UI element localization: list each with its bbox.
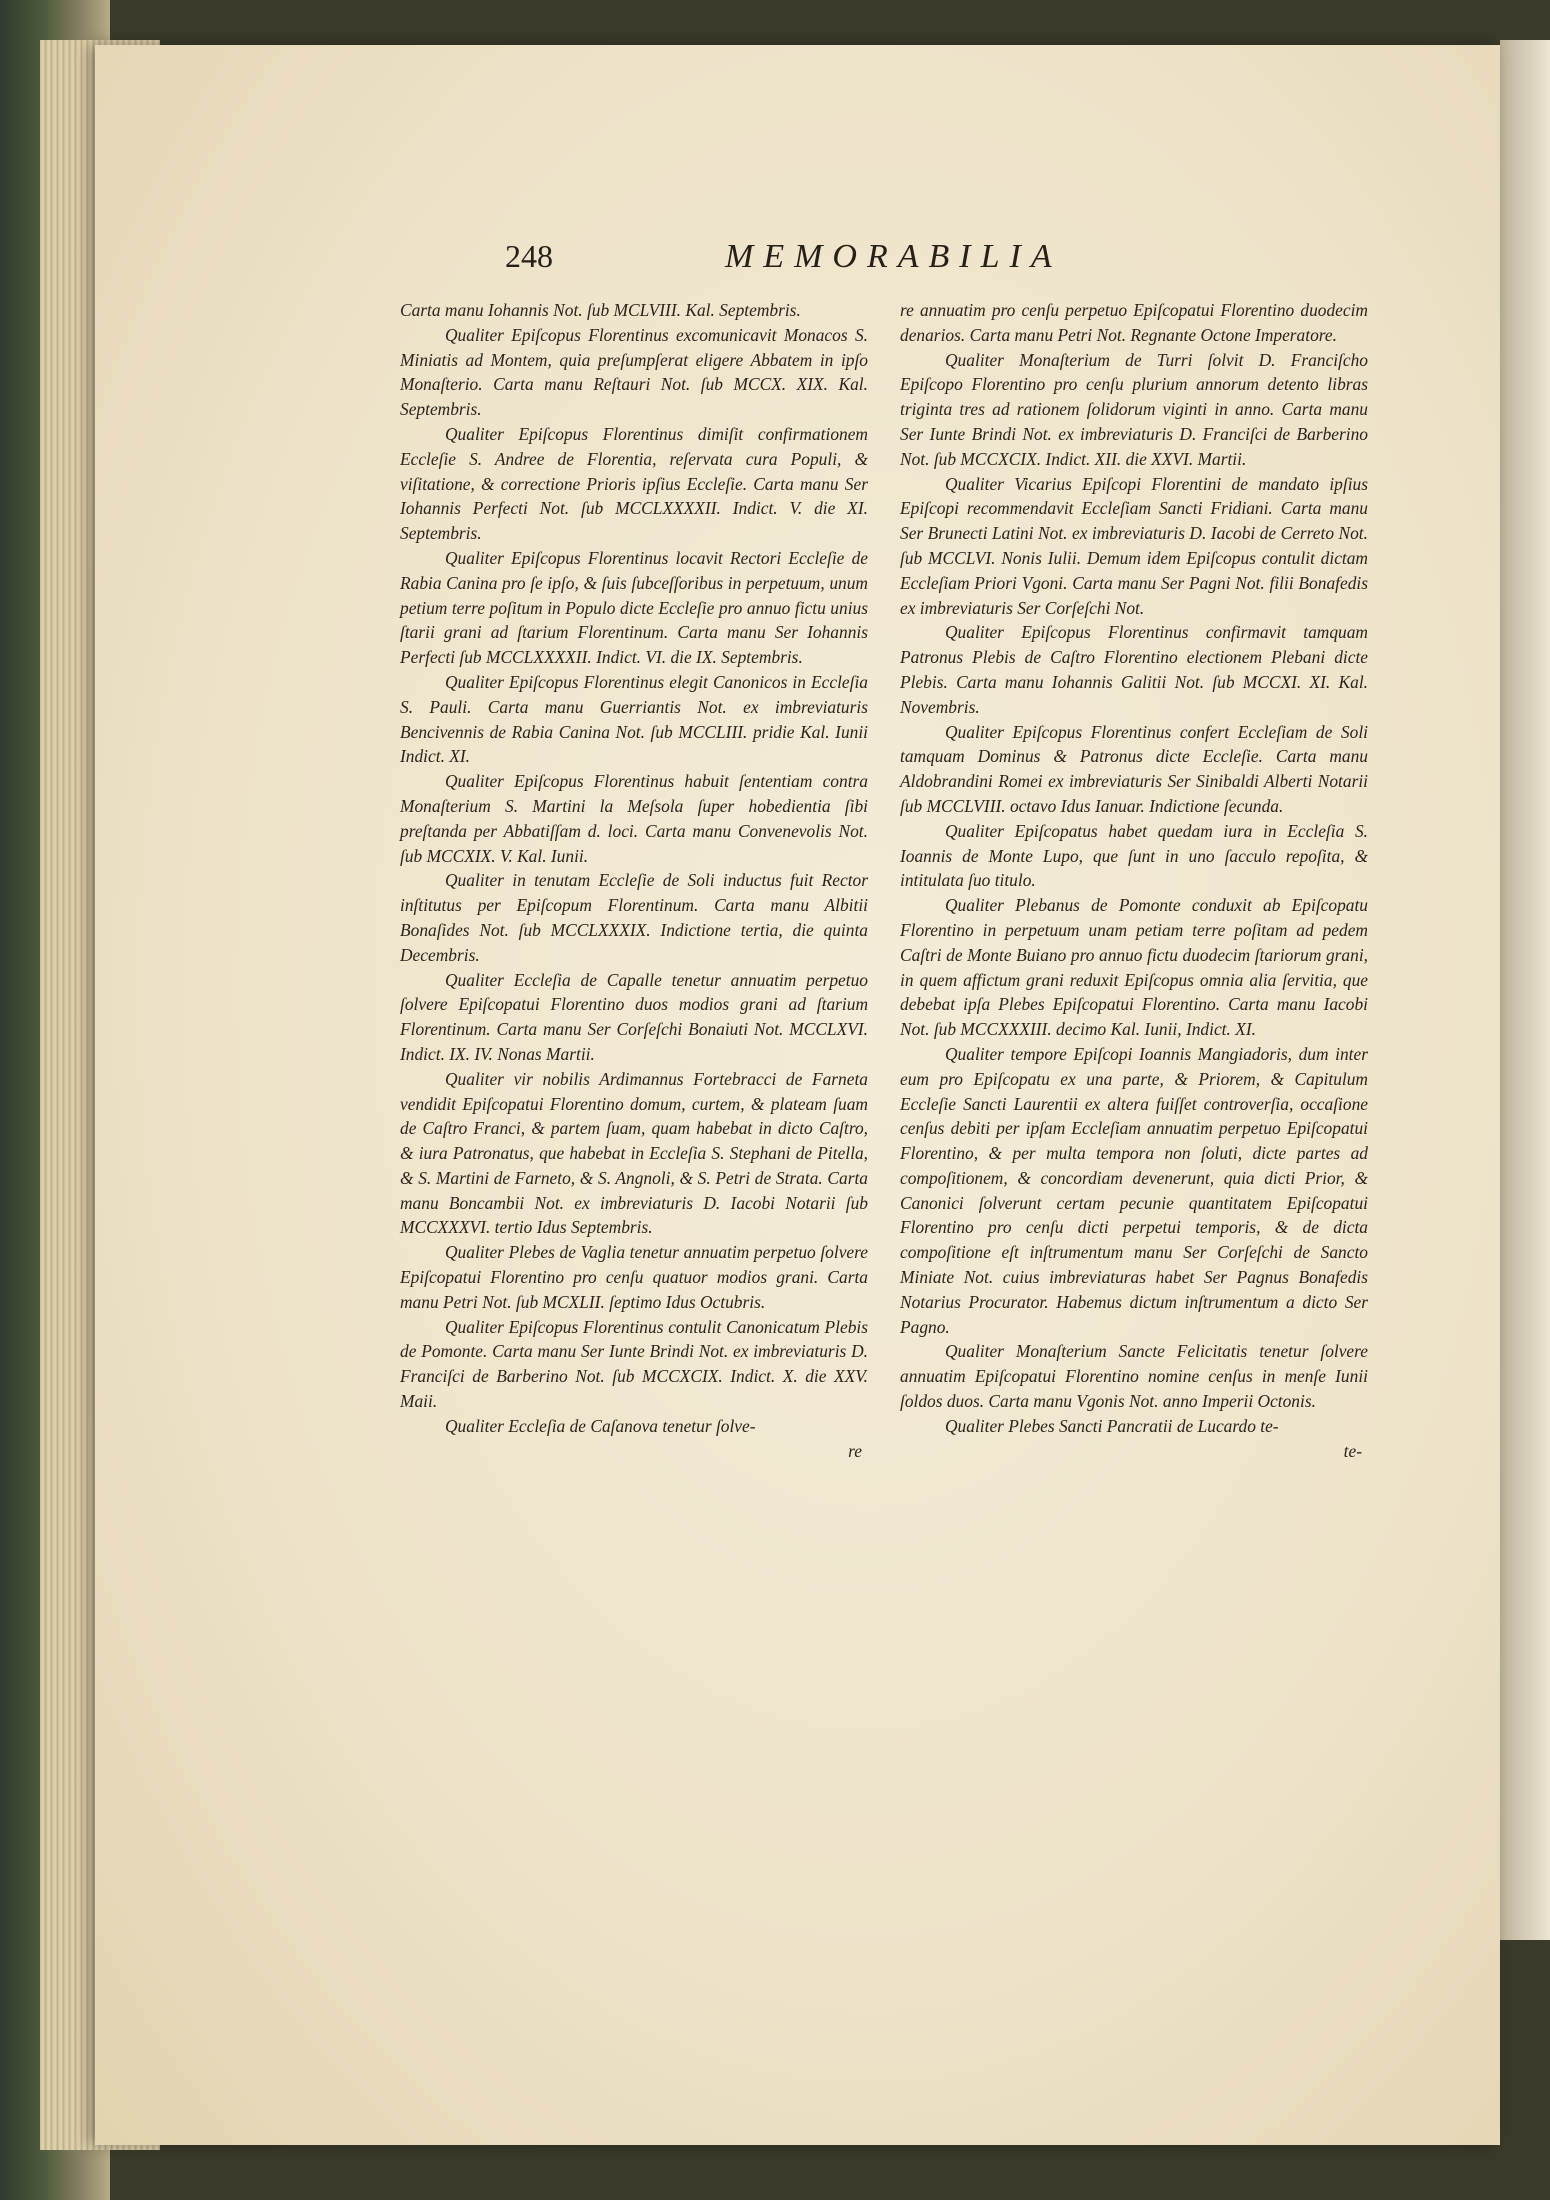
entry-paragraph: Carta manu Iohannis Not. ſub MCLVIII. Kal. Septembris. xyxy=(400,300,801,320)
entry-paragraph: Qualiter tempore Epiſcopi Ioannis Mangiadoris, dum inter eum pro Epiſcopatu ex una parte, & Priorem, & Capitulum Eccleſie Sancti Laurentii ex altera fuiſſet controverſia, occaſione cenſus debiti per ipſam Eccleſiam annuatim perpetuo Epiſcopatui Florentino, & per multa tempora non ſoluti, dicte partes ad compoſitionem, & concordiam devenerunt, quia dicti Prior, & Canonici ſolverunt certam pecunie quantitatem Epiſcopatui Florentino pro cenſu dicti perpetui temporis, & de dicta compoſitione eſt inſtrumentum manu Ser Corſeſchi de Sancto Miniate Not. cuius imbreviaturas habet Ser Pagnus Bonafedis Notarius Procurator. Habemus dictum inſtrumentum a dicto Ser Pagno. xyxy=(900,1043,1368,1337)
entry-paragraph: Qualiter Epiſcopus Florentinus locavit Rectori Eccleſie de Rabia Canina pro ſe ipſo, & ſuis ſubceſſoribus in perpetuum, unum petium terre poſitum in Populo dicte Eccleſie pro annuo fictu unius ſtarii grani ad ſtarium Florentinum. Carta manu Ser Iohannis Perfecti ſub MCCLXXXXII. Indict. VI. die IX. Septembris. xyxy=(400,547,868,668)
catchword: re xyxy=(848,1440,862,1461)
entry-paragraph: Qualiter Eccleſia de Caſanova tenetur ſolve- xyxy=(445,1415,756,1436)
entry-paragraph: Qualiter Vicarius Epiſcopi Florentini de mandato ipſius Epiſcopi recommendavit Eccleſiam Sancti Fridiani. Carta manu Ser Brunecti Latini Not. ex imbreviaturis D. Iacobi de Cerreto Not. ſub MCCLVI. Nonis Iulii. Demum idem Epiſcopus contulit dictam Eccleſiam Priori Vgoni. Carta manu Ser Pagni Not. filii Bonafedis ex imbreviaturis Ser Corſeſchi Not. xyxy=(900,473,1368,618)
entry-paragraph: Qualiter Epiſcopus Florentinus dimiſit confirmationem Eccleſie S. Andree de Florentia, reſervata cura Populi, & viſitatione, & correctione Prioris ipſius Eccleſie. Carta manu Ser Iohannis Perfecti Not. ſub MCCLXXXXII. Indict. V. die XI. Septembris. xyxy=(400,423,868,544)
catchword: te- xyxy=(1343,1440,1362,1461)
entry-paragraph: Qualiter Epiſcopus Florentinus contulit Canonicatum Plebis de Pomonte. Carta manu Ser Iunte Brindi Not. ex imbreviaturis D. Franciſci de Barberino Not. ſub MCCXCIX. Indict. X. die XXV. Maii. xyxy=(400,1316,868,1412)
page-number: 248 xyxy=(505,238,553,274)
entry-paragraph: Qualiter Eccleſia de Capalle tenetur annuatim perpetuo ſolvere Epiſcopatui Florentino duos modios grani ad ſtarium Florentinum. Carta manu Ser Corſeſchi Bonaiuti Not. MCCLXVI. Indict. IX. IV. Nonas Martii. xyxy=(400,969,868,1064)
entry-paragraph: Qualiter Epiſcopatus habet quedam iura in Eccleſia S. Ioannis de Monte Lupo, que ſunt in uno ſacculo repoſita, & intitulata ſuo titulo. xyxy=(900,820,1368,891)
entry-paragraph: Qualiter Monaſterium de Turri ſolvit D. Franciſcho Epiſcopo Florentino pro cenſu plurium annorum detento libras triginta tres ad rationem ſolidorum viginti in anno. Carta manu Ser Iunte Brindi Not. ex imbreviaturis D. Franciſci de Barberino Not. ſub MCCXCIX. Indict. XII. die XXVI. Martii. xyxy=(900,349,1368,469)
running-title: MEMORABILIA xyxy=(725,238,1062,275)
entry-paragraph: Qualiter Epiſcopus Florentinus excomunicavit Monacos S. Miniatis ad Montem, quia preſumpſerat eligere Abbatem in ipſo Monaſterio. Carta manu Reſtauri Not. ſub MCCX. XIX. Kal. Septembris. xyxy=(400,324,868,420)
entry-paragraph: Qualiter Monaſterium Sancte Felicitatis tenetur ſolvere annuatim Epiſcopatui Florentino nomine cenſus in menſe Iunii ſoldos duos. Carta manu Vgonis Not. anno Imperii Octonis. xyxy=(900,1341,1368,1412)
text-column-right xyxy=(900,298,1368,1463)
entry-paragraph: Qualiter Epiſcopus Florentinus elegit Canonicos in Eccleſia S. Pauli. Carta manu Guerriantis Not. ex imbreviaturis Bencivennis de Rabia Canina Not. ſub MCCLIII. pridie Kal. Iunii Indict. XI. xyxy=(400,671,868,767)
entry-paragraph: Qualiter Epiſcopus Florentinus confirmavit tamquam Patronus Plebis de Caſtro Florentino electionem Plebani dicte Plebis. Carta manu Iohannis Galitii Not. ſub MCCXI. XI. Kal. Novembris. xyxy=(900,622,1368,717)
entry-paragraph: Qualiter vir nobilis Ardimannus Fortebracci de Farneta vendidit Epiſcopatui Florentino domum, curtem, & plateam ſuam de Caſtro Franci, & partem ſuam, quam habebat in dicto Caſtro, & iura Patronatus, que habebat in Eccleſia S. Stephani de Pitella, & S. Martini de Farneto, & S. Angnoli, & S. Petri de Strata. Carta manu Boncambii Not. ex imbreviaturis D. Iacobi Notarii ſub MCCXXXVI. tertio Idus Septembris. xyxy=(400,1068,868,1238)
entry-paragraph: Qualiter Epiſcopus Florentinus habuit ſententiam contra Monaſterium S. Martini la Meſsola ſuper hobedientia ſibi preſtanda per Abbatiſſam d. loci. Carta manu Convenevolis Not. ſub MCCXIX. V. Kal. Iunii. xyxy=(400,771,868,866)
facing-page-edge xyxy=(1500,40,1550,1940)
entry-paragraph: re annuatim pro cenſu perpetuo Epiſcopatui Florentino duodecim denarios. Carta manu Petri Not. Regnante Octone Imperatore. xyxy=(900,300,1368,345)
entry-paragraph: Qualiter Plebes Sancti Pancratii de Lucardo te- xyxy=(945,1415,1279,1436)
text-column-left xyxy=(400,298,868,1463)
entry-paragraph: Qualiter Plebes de Vaglia tenetur annuatim perpetuo ſolvere Epiſcopatui Florentino pro cenſu quatuor modios grani. Carta manu Petri Not. ſub MCXLII. ſeptimo Idus Octubris. xyxy=(400,1242,868,1312)
entry-paragraph: Qualiter in tenutam Eccleſie de Soli inductus fuit Rector inſtitutus per Epiſcopum Florentinum. Carta manu Albitii Bonaſides Not. ſub MCCLXXXIX. Indictione tertia, die quinta Decembris. xyxy=(400,870,868,965)
entry-paragraph: Qualiter Epiſcopus Florentinus confert Eccleſiam de Soli tamquam Dominus & Patronus dicte Eccleſie. Carta manu Aldobrandini Romei ex imbreviaturis Ser Sinibaldi Alberti Notarii ſub MCCLVIII. octavo Idus Ianuar. Indictione ſecunda. xyxy=(900,721,1368,816)
running-head xyxy=(505,238,1135,278)
entry-paragraph: Qualiter Plebanus de Pomonte conduxit ab Epiſcopatu Florentino in perpetuum unam petiam terre poſitam ad pedem Caſtri de Monte Buiano pro annuo fictu duodecim ſtariorum grani, in quem affictum grani reduxit Epiſcopus omnia alia ſervitia, que debebat ipſa Plebes Epiſcopatui Florentino. Carta manu Iacobi Not. ſub MCCXXXIII. decimo Kal. Iunii, Indict. XI. xyxy=(900,895,1368,1040)
